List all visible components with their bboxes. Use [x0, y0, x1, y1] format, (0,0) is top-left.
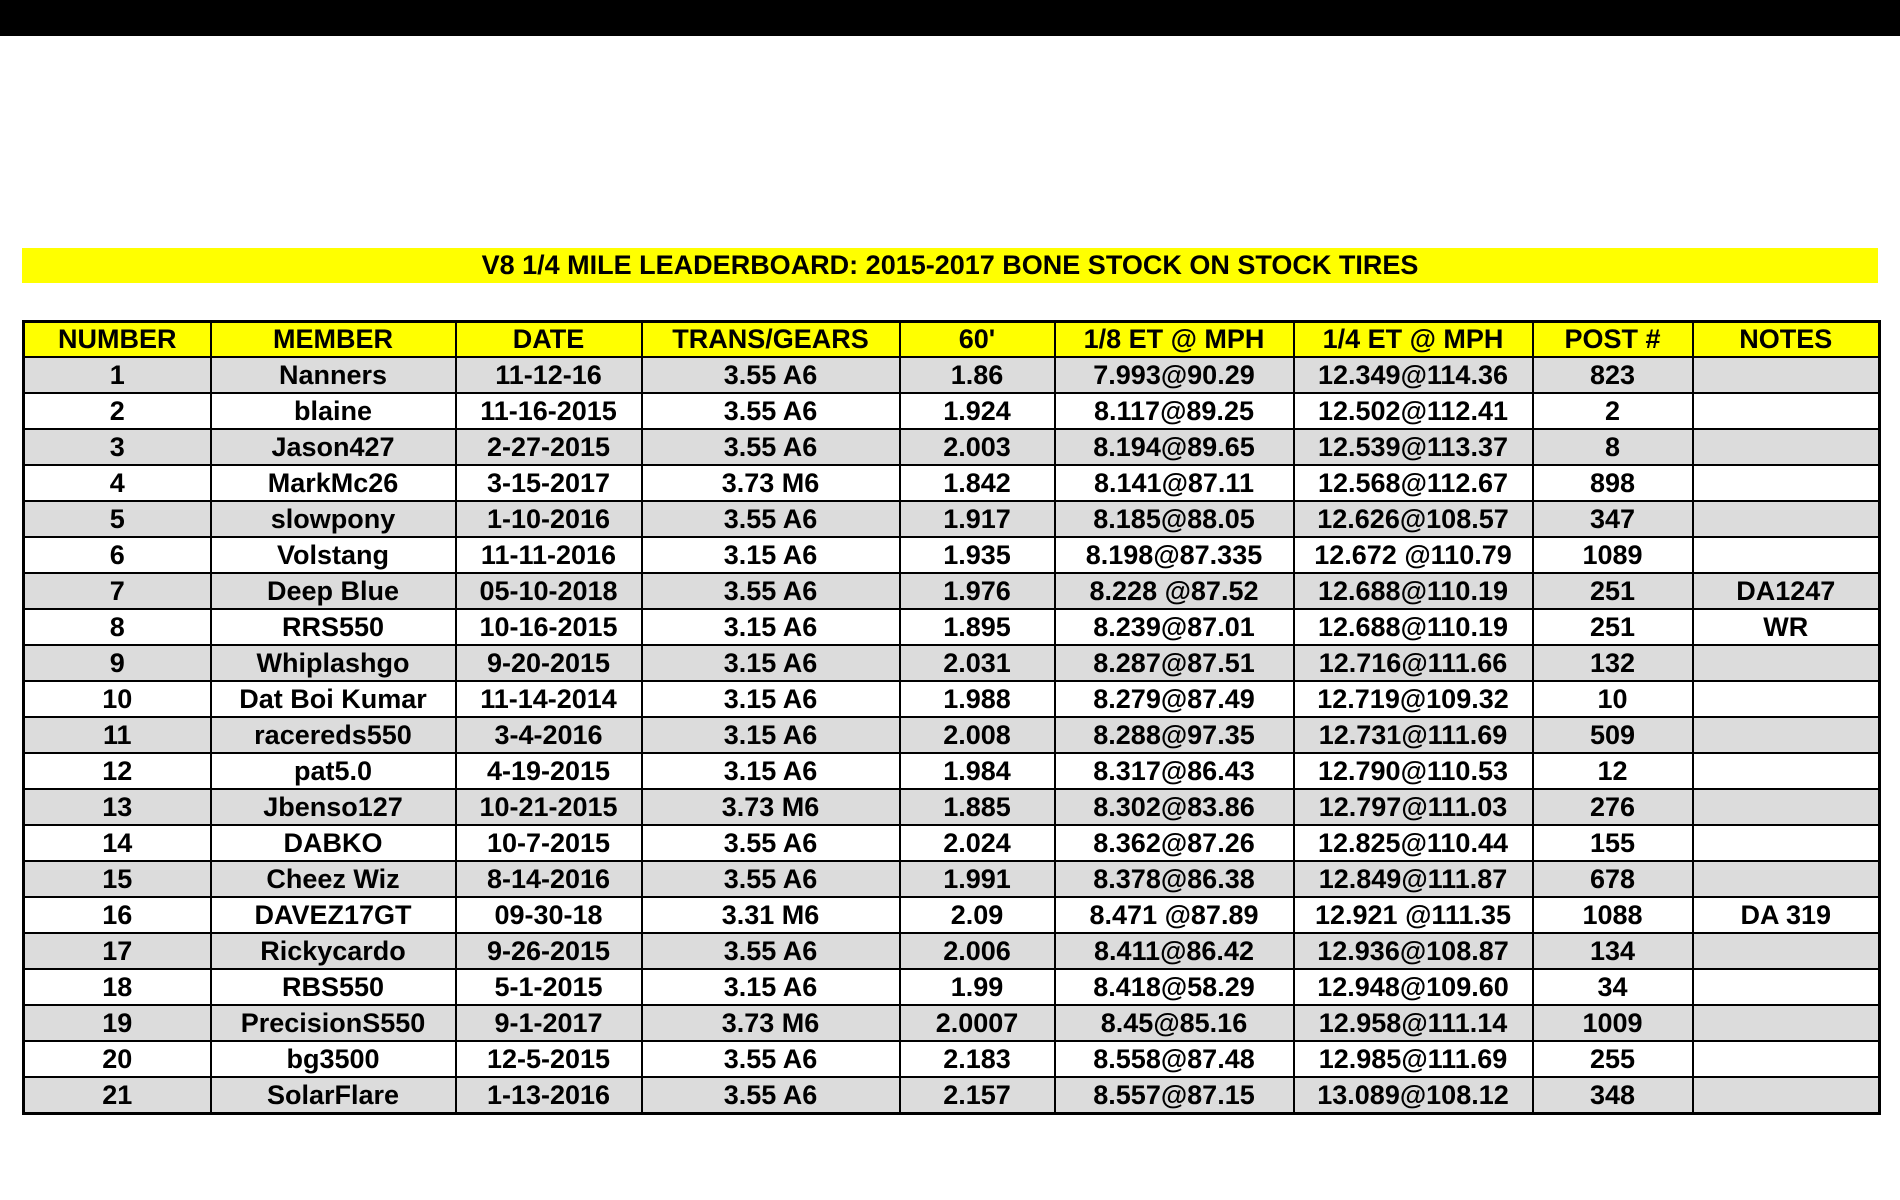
cell-member: DABKO — [211, 825, 456, 861]
cell-date: 3-15-2017 — [456, 465, 642, 501]
cell-quarter-et-mph: 12.539@113.37 — [1294, 429, 1533, 465]
cell-eighth-et-mph: 8.194@89.65 — [1055, 429, 1294, 465]
cell-notes — [1693, 825, 1880, 861]
cell-quarter-et-mph: 12.568@112.67 — [1294, 465, 1533, 501]
cell-trans-gears: 3.15 A6 — [642, 753, 900, 789]
cell-member: Nanners — [211, 357, 456, 393]
column-header-notes: NOTES — [1693, 322, 1880, 358]
cell-sixty-foot: 1.991 — [900, 861, 1055, 897]
cell-post-number: 678 — [1533, 861, 1693, 897]
cell-trans-gears: 3.31 M6 — [642, 897, 900, 933]
cell-sixty-foot: 1.924 — [900, 393, 1055, 429]
cell-post-number: 1009 — [1533, 1005, 1693, 1041]
cell-eighth-et-mph: 8.279@87.49 — [1055, 681, 1294, 717]
cell-number: 18 — [24, 969, 211, 1005]
cell-sixty-foot: 1.988 — [900, 681, 1055, 717]
table-row — [24, 789, 1880, 825]
cell-eighth-et-mph: 8.185@88.05 — [1055, 501, 1294, 537]
cell-number: 11 — [24, 717, 211, 753]
cell-eighth-et-mph: 7.993@90.29 — [1055, 357, 1294, 393]
table-row — [24, 465, 1880, 501]
cell-number: 4 — [24, 465, 211, 501]
cell-notes — [1693, 717, 1880, 753]
cell-sixty-foot: 1.984 — [900, 753, 1055, 789]
cell-notes — [1693, 681, 1880, 717]
column-header-quarter-et-mph: 1/4 ET @ MPH — [1294, 322, 1533, 358]
cell-notes: WR — [1693, 609, 1880, 645]
cell-trans-gears: 3.55 A6 — [642, 1041, 900, 1077]
cell-notes — [1693, 933, 1880, 969]
top-black-bar — [0, 0, 1900, 36]
cell-notes — [1693, 789, 1880, 825]
cell-trans-gears: 3.15 A6 — [642, 645, 900, 681]
cell-number: 9 — [24, 645, 211, 681]
cell-notes: DA 319 — [1693, 897, 1880, 933]
cell-eighth-et-mph: 8.317@86.43 — [1055, 753, 1294, 789]
cell-quarter-et-mph: 12.626@108.57 — [1294, 501, 1533, 537]
cell-member: slowpony — [211, 501, 456, 537]
cell-number: 19 — [24, 1005, 211, 1041]
cell-number: 8 — [24, 609, 211, 645]
cell-notes — [1693, 969, 1880, 1005]
cell-member: Volstang — [211, 537, 456, 573]
cell-sixty-foot: 2.024 — [900, 825, 1055, 861]
cell-number: 17 — [24, 933, 211, 969]
cell-date: 9-26-2015 — [456, 933, 642, 969]
cell-notes — [1693, 1077, 1880, 1114]
cell-sixty-foot: 1.976 — [900, 573, 1055, 609]
cell-notes — [1693, 753, 1880, 789]
cell-date: 2-27-2015 — [456, 429, 642, 465]
cell-quarter-et-mph: 12.731@111.69 — [1294, 717, 1533, 753]
table-row — [24, 645, 1880, 681]
cell-eighth-et-mph: 8.378@86.38 — [1055, 861, 1294, 897]
cell-quarter-et-mph: 12.688@110.19 — [1294, 609, 1533, 645]
column-header-sixty-foot: 60' — [900, 322, 1055, 358]
column-header-post-number: POST # — [1533, 322, 1693, 358]
cell-member: Rickycardo — [211, 933, 456, 969]
cell-date: 11-12-16 — [456, 357, 642, 393]
cell-post-number: 251 — [1533, 609, 1693, 645]
cell-quarter-et-mph: 12.825@110.44 — [1294, 825, 1533, 861]
cell-post-number: 134 — [1533, 933, 1693, 969]
cell-eighth-et-mph: 8.117@89.25 — [1055, 393, 1294, 429]
cell-post-number: 132 — [1533, 645, 1693, 681]
column-header-date: DATE — [456, 322, 642, 358]
table-row — [24, 357, 1880, 393]
cell-date: 3-4-2016 — [456, 717, 642, 753]
cell-trans-gears: 3.15 A6 — [642, 681, 900, 717]
cell-quarter-et-mph: 12.790@110.53 — [1294, 753, 1533, 789]
cell-post-number: 509 — [1533, 717, 1693, 753]
cell-quarter-et-mph: 12.958@111.14 — [1294, 1005, 1533, 1041]
table-row — [24, 753, 1880, 789]
cell-notes — [1693, 1005, 1880, 1041]
cell-post-number: 12 — [1533, 753, 1693, 789]
cell-quarter-et-mph: 12.716@111.66 — [1294, 645, 1533, 681]
cell-sixty-foot: 2.006 — [900, 933, 1055, 969]
cell-trans-gears: 3.55 A6 — [642, 1077, 900, 1114]
cell-post-number: 1089 — [1533, 537, 1693, 573]
cell-post-number: 10 — [1533, 681, 1693, 717]
cell-trans-gears: 3.55 A6 — [642, 393, 900, 429]
cell-sixty-foot: 2.0007 — [900, 1005, 1055, 1041]
cell-sixty-foot: 1.885 — [900, 789, 1055, 825]
table-row — [24, 429, 1880, 465]
cell-quarter-et-mph: 12.797@111.03 — [1294, 789, 1533, 825]
cell-quarter-et-mph: 12.688@110.19 — [1294, 573, 1533, 609]
cell-trans-gears: 3.55 A6 — [642, 825, 900, 861]
cell-sixty-foot: 2.183 — [900, 1041, 1055, 1077]
cell-sixty-foot: 2.031 — [900, 645, 1055, 681]
table-row — [24, 933, 1880, 969]
cell-eighth-et-mph: 8.302@83.86 — [1055, 789, 1294, 825]
cell-member: Jason427 — [211, 429, 456, 465]
cell-post-number: 2 — [1533, 393, 1693, 429]
cell-trans-gears: 3.55 A6 — [642, 501, 900, 537]
cell-sixty-foot: 2.157 — [900, 1077, 1055, 1114]
column-header-trans-gears: TRANS/GEARS — [642, 322, 900, 358]
cell-post-number: 823 — [1533, 357, 1693, 393]
cell-eighth-et-mph: 8.228 @87.52 — [1055, 573, 1294, 609]
table-row — [24, 1005, 1880, 1041]
table-row — [24, 573, 1880, 609]
cell-post-number: 898 — [1533, 465, 1693, 501]
cell-sixty-foot: 1.895 — [900, 609, 1055, 645]
cell-sixty-foot: 1.86 — [900, 357, 1055, 393]
cell-quarter-et-mph: 12.948@109.60 — [1294, 969, 1533, 1005]
cell-quarter-et-mph: 12.349@114.36 — [1294, 357, 1533, 393]
cell-quarter-et-mph: 12.719@109.32 — [1294, 681, 1533, 717]
cell-sixty-foot: 2.003 — [900, 429, 1055, 465]
cell-date: 9-1-2017 — [456, 1005, 642, 1041]
cell-post-number: 155 — [1533, 825, 1693, 861]
cell-number: 15 — [24, 861, 211, 897]
cell-quarter-et-mph: 12.985@111.69 — [1294, 1041, 1533, 1077]
cell-notes — [1693, 537, 1880, 573]
cell-trans-gears: 3.73 M6 — [642, 465, 900, 501]
cell-date: 5-1-2015 — [456, 969, 642, 1005]
table-row — [24, 717, 1880, 753]
table-row — [24, 897, 1880, 933]
cell-date: 11-11-2016 — [456, 537, 642, 573]
cell-notes: DA1247 — [1693, 573, 1880, 609]
cell-date: 4-19-2015 — [456, 753, 642, 789]
cell-number: 12 — [24, 753, 211, 789]
cell-eighth-et-mph: 8.558@87.48 — [1055, 1041, 1294, 1077]
cell-trans-gears: 3.55 A6 — [642, 861, 900, 897]
cell-date: 05-10-2018 — [456, 573, 642, 609]
table-body — [24, 357, 1880, 1114]
cell-notes — [1693, 645, 1880, 681]
cell-quarter-et-mph: 12.936@108.87 — [1294, 933, 1533, 969]
cell-post-number: 255 — [1533, 1041, 1693, 1077]
cell-number: 13 — [24, 789, 211, 825]
cell-notes — [1693, 429, 1880, 465]
table-row — [24, 1077, 1880, 1114]
cell-eighth-et-mph: 8.471 @87.89 — [1055, 897, 1294, 933]
cell-date: 10-16-2015 — [456, 609, 642, 645]
table-row — [24, 861, 1880, 897]
cell-trans-gears: 3.15 A6 — [642, 537, 900, 573]
table-row — [24, 681, 1880, 717]
cell-trans-gears: 3.55 A6 — [642, 933, 900, 969]
cell-post-number: 347 — [1533, 501, 1693, 537]
cell-notes — [1693, 393, 1880, 429]
cell-date: 1-10-2016 — [456, 501, 642, 537]
table-row — [24, 537, 1880, 573]
leaderboard-title: V8 1/4 MILE LEADERBOARD: 2015-2017 BONE STOCK ON STOCK TIRES — [22, 248, 1878, 283]
cell-post-number: 251 — [1533, 573, 1693, 609]
cell-notes — [1693, 861, 1880, 897]
cell-eighth-et-mph: 8.141@87.11 — [1055, 465, 1294, 501]
cell-notes — [1693, 465, 1880, 501]
cell-member: racereds550 — [211, 717, 456, 753]
cell-quarter-et-mph: 12.502@112.41 — [1294, 393, 1533, 429]
cell-date: 1-13-2016 — [456, 1077, 642, 1114]
cell-sixty-foot: 1.935 — [900, 537, 1055, 573]
cell-notes — [1693, 501, 1880, 537]
cell-trans-gears: 3.15 A6 — [642, 609, 900, 645]
cell-eighth-et-mph: 8.198@87.335 — [1055, 537, 1294, 573]
cell-post-number: 34 — [1533, 969, 1693, 1005]
cell-trans-gears: 3.55 A6 — [642, 357, 900, 393]
cell-member: RRS550 — [211, 609, 456, 645]
header-row — [24, 322, 1880, 358]
cell-member: Jbenso127 — [211, 789, 456, 825]
cell-post-number: 276 — [1533, 789, 1693, 825]
column-header-number: NUMBER — [24, 322, 211, 358]
column-header-member: MEMBER — [211, 322, 456, 358]
cell-eighth-et-mph: 8.45@85.16 — [1055, 1005, 1294, 1041]
cell-number: 7 — [24, 573, 211, 609]
cell-trans-gears: 3.55 A6 — [642, 573, 900, 609]
cell-sixty-foot: 2.008 — [900, 717, 1055, 753]
cell-eighth-et-mph: 8.557@87.15 — [1055, 1077, 1294, 1114]
leaderboard-table — [22, 320, 1881, 1115]
table-row — [24, 1041, 1880, 1077]
cell-eighth-et-mph: 8.287@87.51 — [1055, 645, 1294, 681]
cell-trans-gears: 3.55 A6 — [642, 429, 900, 465]
cell-sixty-foot: 1.99 — [900, 969, 1055, 1005]
cell-date: 9-20-2015 — [456, 645, 642, 681]
cell-eighth-et-mph: 8.411@86.42 — [1055, 933, 1294, 969]
cell-eighth-et-mph: 8.362@87.26 — [1055, 825, 1294, 861]
cell-date: 10-21-2015 — [456, 789, 642, 825]
cell-member: bg3500 — [211, 1041, 456, 1077]
cell-quarter-et-mph: 12.921 @111.35 — [1294, 897, 1533, 933]
cell-number: 5 — [24, 501, 211, 537]
cell-sixty-foot: 2.09 — [900, 897, 1055, 933]
table-row — [24, 501, 1880, 537]
cell-member: Dat Boi Kumar — [211, 681, 456, 717]
cell-sixty-foot: 1.842 — [900, 465, 1055, 501]
cell-eighth-et-mph: 8.239@87.01 — [1055, 609, 1294, 645]
cell-date: 12-5-2015 — [456, 1041, 642, 1077]
cell-number: 21 — [24, 1077, 211, 1114]
cell-member: MarkMc26 — [211, 465, 456, 501]
cell-quarter-et-mph: 12.849@111.87 — [1294, 861, 1533, 897]
table-row — [24, 969, 1880, 1005]
table-row — [24, 609, 1880, 645]
cell-date: 09-30-18 — [456, 897, 642, 933]
cell-quarter-et-mph: 12.672 @110.79 — [1294, 537, 1533, 573]
cell-member: Whiplashgo — [211, 645, 456, 681]
cell-trans-gears: 3.15 A6 — [642, 969, 900, 1005]
cell-member: pat5.0 — [211, 753, 456, 789]
table-row — [24, 825, 1880, 861]
table-row — [24, 393, 1880, 429]
cell-eighth-et-mph: 8.418@58.29 — [1055, 969, 1294, 1005]
cell-post-number: 348 — [1533, 1077, 1693, 1114]
cell-notes — [1693, 357, 1880, 393]
cell-trans-gears: 3.73 M6 — [642, 1005, 900, 1041]
cell-trans-gears: 3.73 M6 — [642, 789, 900, 825]
cell-date: 11-16-2015 — [456, 393, 642, 429]
cell-eighth-et-mph: 8.288@97.35 — [1055, 717, 1294, 753]
cell-date: 11-14-2014 — [456, 681, 642, 717]
cell-member: PrecisionS550 — [211, 1005, 456, 1041]
cell-member: blaine — [211, 393, 456, 429]
cell-number: 1 — [24, 357, 211, 393]
cell-number: 10 — [24, 681, 211, 717]
cell-notes — [1693, 1041, 1880, 1077]
column-header-eighth-et-mph: 1/8 ET @ MPH — [1055, 322, 1294, 358]
cell-date: 10-7-2015 — [456, 825, 642, 861]
cell-member: Cheez Wiz — [211, 861, 456, 897]
cell-member: Deep Blue — [211, 573, 456, 609]
cell-number: 14 — [24, 825, 211, 861]
cell-number: 3 — [24, 429, 211, 465]
cell-member: SolarFlare — [211, 1077, 456, 1114]
cell-date: 8-14-2016 — [456, 861, 642, 897]
cell-post-number: 8 — [1533, 429, 1693, 465]
cell-sixty-foot: 1.917 — [900, 501, 1055, 537]
cell-post-number: 1088 — [1533, 897, 1693, 933]
cell-member: DAVEZ17GT — [211, 897, 456, 933]
cell-number: 20 — [24, 1041, 211, 1077]
cell-quarter-et-mph: 13.089@108.12 — [1294, 1077, 1533, 1114]
cell-member: RBS550 — [211, 969, 456, 1005]
cell-trans-gears: 3.15 A6 — [642, 717, 900, 753]
cell-number: 6 — [24, 537, 211, 573]
cell-number: 2 — [24, 393, 211, 429]
cell-number: 16 — [24, 897, 211, 933]
